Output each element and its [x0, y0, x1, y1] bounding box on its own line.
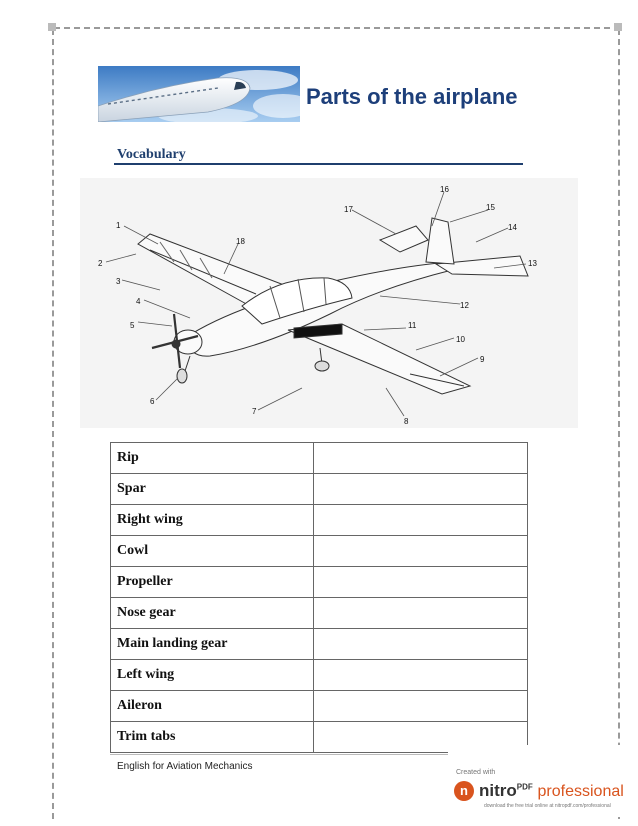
callout-number: 2 — [98, 259, 103, 268]
vocabulary-table — [110, 442, 528, 753]
vocab-term: Main landing gear — [111, 629, 314, 660]
answer-cell[interactable] — [314, 629, 528, 660]
callout-number: 6 — [150, 397, 155, 406]
answer-cell[interactable] — [314, 567, 528, 598]
callout-number: 4 — [136, 297, 141, 306]
vocab-term: Nose gear — [111, 598, 314, 629]
page-footer: English for Aviation Mechanics — [117, 761, 253, 772]
watermark-tagline: download the free trial online at nitropdf.com/professional — [484, 803, 611, 809]
callout-number: 3 — [116, 277, 121, 286]
table-row — [111, 660, 528, 691]
table-row — [111, 629, 528, 660]
vocab-term: Spar — [111, 474, 314, 505]
watermark-brand-name: nitro — [479, 781, 517, 800]
watermark-brand-sup: PDF — [516, 782, 533, 792]
answer-cell[interactable] — [314, 536, 528, 567]
watermark-brand — [479, 781, 624, 801]
callout-number: 16 — [440, 185, 449, 194]
vocab-term: Right wing — [111, 505, 314, 536]
table-row — [111, 474, 528, 505]
callout-number: 13 — [528, 259, 537, 268]
nitro-watermark — [448, 745, 634, 817]
footer-divider — [110, 754, 450, 755]
page-corner-marker — [614, 23, 622, 31]
callout-number: 14 — [508, 223, 517, 232]
watermark-created-with: Created with — [456, 769, 496, 776]
page-title: Parts of the airplane — [306, 84, 518, 109]
main-gear-wheel — [315, 361, 329, 371]
callout-number: 18 — [236, 237, 245, 246]
answer-cell[interactable] — [314, 598, 528, 629]
vocab-term: Propeller — [111, 567, 314, 598]
callout-number: 11 — [408, 321, 417, 330]
vocab-term: Cowl — [111, 536, 314, 567]
vocab-term: Aileron — [111, 691, 314, 722]
table-row — [111, 691, 528, 722]
vocab-term: Rip — [111, 443, 314, 474]
nose-gear-wheel — [177, 369, 187, 383]
callout-number: 5 — [130, 321, 135, 330]
callout-number: 10 — [456, 335, 465, 344]
table-row — [111, 505, 528, 536]
callout-number: 8 — [404, 417, 409, 426]
table-row — [111, 443, 528, 474]
callout-number: 7 — [252, 407, 257, 416]
table-row — [111, 567, 528, 598]
banner-airplane-photo — [98, 66, 300, 122]
vocab-term: Left wing — [111, 660, 314, 691]
section-heading-vocabulary: Vocabulary — [117, 147, 186, 162]
callout-number: 9 — [480, 355, 485, 364]
answer-cell[interactable] — [314, 474, 528, 505]
table-row — [111, 536, 528, 567]
watermark-product: professional — [537, 783, 624, 800]
nitro-logo-icon: n — [454, 781, 474, 801]
heading-underline — [114, 163, 523, 165]
table-row — [111, 598, 528, 629]
page-border-left — [52, 29, 54, 819]
page-corner-marker — [48, 23, 56, 31]
callout-number: 1 — [116, 221, 121, 230]
spinner-shape — [172, 340, 180, 348]
answer-cell[interactable] — [314, 691, 528, 722]
answer-cell[interactable] — [314, 443, 528, 474]
answer-cell[interactable] — [314, 505, 528, 536]
vocab-term: Trim tabs — [111, 722, 314, 753]
callout-number: 17 — [344, 205, 353, 214]
page-border-top — [54, 27, 620, 29]
callout-number: 15 — [486, 203, 495, 212]
answer-cell[interactable] — [314, 660, 528, 691]
airplane-parts-diagram — [80, 178, 578, 428]
callout-number: 12 — [460, 301, 469, 310]
page-border-right — [618, 29, 620, 819]
